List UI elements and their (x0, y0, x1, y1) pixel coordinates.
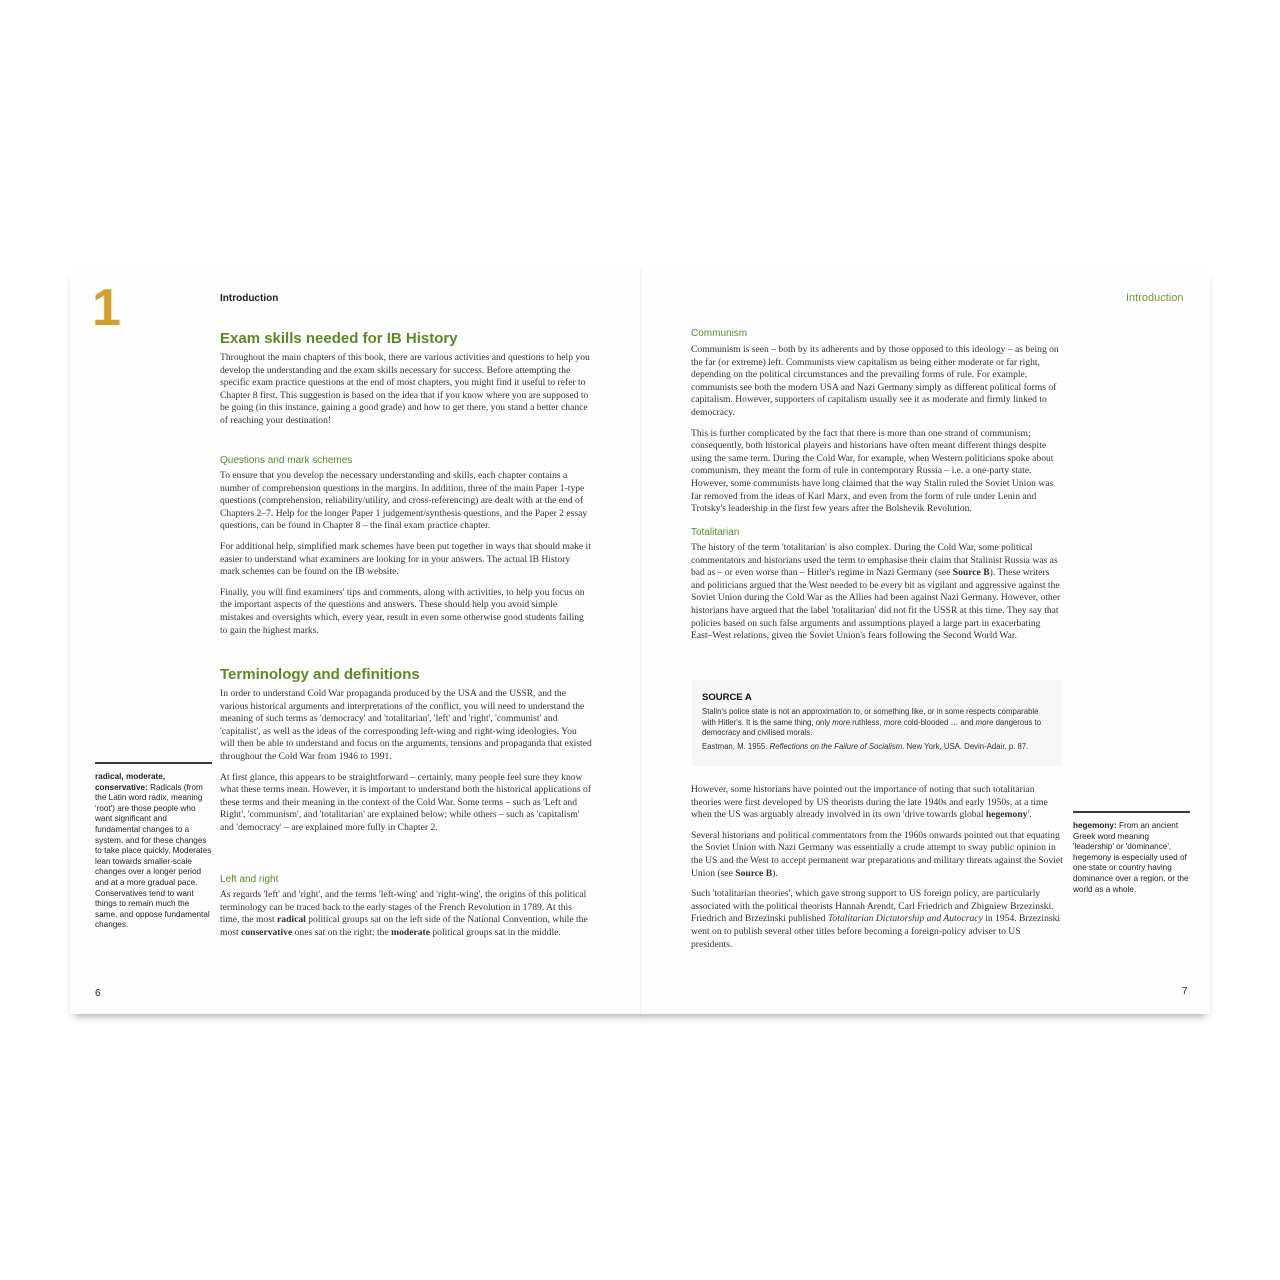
source-a-quote: Stalin's police state is not an approximation to, or something like, or in some respects comparable with Hitler's. It is the same thing, only more ruthless, more cold-blooded … and more dangerous to democracy and civilised morals. (702, 707, 1042, 738)
paragraph-hegemony: However, some historians have pointed out the importance of noting that such totalitarian theories were first developed by US theorists during the late 1940s and early 1950s, at a time when the US was arguably already involved in its own 'drive towards global hegemony'. (691, 784, 1048, 821)
source-a-title: SOURCE A (702, 692, 752, 703)
source-a-box (692, 680, 1062, 766)
sidenote-text: From an ancient Greek word meaning 'leadership' or 'dominance', hegemony is especially used of one state or country having dominance over a region, or the world as a whole. (1073, 821, 1189, 894)
section-left-right (220, 873, 592, 939)
heading-totalitarian: Totalitarian (691, 527, 740, 538)
section-totalitarian (691, 526, 1063, 643)
book-title-totalitarian: Totalitarian Dictatorship and Autocracy (827, 913, 983, 925)
sidenote-term: hegemony: (1073, 821, 1117, 830)
paragraph-communism-1: Communism is seen – both by its adherents and by those opposed to this ideology – as being on the far (or extreme) left. Communists view capitalism as being either moderate or far right, depending on the political circumstances and the prevailing forms of rule. For example, communists see both the modern USA and Nazi Germany simply as different political forms of capitalism. However, supporters of capitalism usually see it as moderate and firmly linked to democracy. (691, 344, 1059, 418)
running-head-left: Introduction (220, 293, 279, 304)
heading-questions: Questions and mark schemes (220, 455, 353, 466)
paragraph-left-right: As regards 'left' and 'right', and the terms 'left-wing' and 'right-wing', the origins of this political terminology can be traced back to the early stages of the French Revolution in 1789. At this time, the most radical political groups sat on the left side of the National Convention, while the most conservative ones sat on the right; the moderate political groups sat in the middle. (220, 889, 588, 938)
chapter-number: 1 (92, 279, 121, 337)
paragraph-terminology-1: In order to understand Cold War propaganda produced by the USA and the USSR, and the various historical arguments and interpretations of the conflict, you will need to understand the meaning of such terms as 'democracy' and 'totalitarian', 'left' and 'right', 'communist' and 'capitalist', as well as the ideas of the corresponding left-wing and right-wing ideologies. You will then be able to understand and focus on the arguments, tensions and propaganda that existed throughout the Cold War from 1946 to 1991. (220, 688, 592, 762)
sidenote-text: Radicals (from the Latin word radix, meaning 'root') are those people who want significant and fundamental changes to a system, and for these changes to take place quickly. Moderates lean towards smaller-scale changes over a longer period and at a more gradual pace. Conservatives tend to want things to remain much the same, and oppose fundamental changes. (95, 782, 212, 930)
book-gutter (640, 268, 642, 1018)
paragraph-questions-3: Finally, you will find examiners' tips and comments, along with activities, to help you focus on the important aspects of the questions and answers. These should help you avoid simple mistakes and oversights which, every year, result in even some otherwise good students failing to gain the highest marks. (220, 586, 585, 636)
paragraph-questions-2: For additional help, simplified mark schemes have been put together in ways that should make it easier to understand what examiners are looking for in your answers. The actual IB History mark schemes can be found on the IB website. (220, 540, 591, 578)
paragraph-questions-1: To ensure that you develop the necessary understanding and skills, each chapter contains a number of comprehension questions in the margins. In addition, three of the main Paper 1-type questions (comprehension, reliability/utility, and cross-referencing) are dealt with at the end of Chapters 2–7. Help for the longer Paper 1 judgement/synthesis questions, and the Paper 2 essay questions, can be found in Chapter 8 – the final exam practice chapter. (220, 470, 588, 532)
paragraph-equating: Several historians and political commentators from the 1960s onwards pointed out that equating the Soviet Union with Nazi Germany was essentially a crude attempt to sway public opinion in the US and the West to accept permanent war preparations and military threats against the Soviet Union (see Source B). (691, 829, 1063, 879)
term-hegemony: hegemony (985, 809, 1028, 821)
heading-left-right: Left and right (220, 874, 279, 885)
page-number-right: 7 (1182, 986, 1188, 997)
term-radical: radical (277, 914, 306, 926)
term-conservative: conservative (241, 926, 293, 938)
paragraph-totalitarian: The history of the term 'totalitarian' is also complex. During the Cold War, some political commentators and historians used the term to emphasise their claim that Stalinist Russia was as bad as – or even worse than – Hitler's regime in Nazi Germany (see Source B). These writers and politicians argued that the West needed to be every bit as vigilant and aggressive against the Soviet Union during the Cold War as the Allies had been against Nazi Germany. However, other historians have argued that the label 'totalitarian' did not fit the USSR at this time. They say that policies based on such false arguments and assumptions played a large part in exacerbating East–West relations, given the Soviet Union's fears following the Second World War. (691, 542, 1061, 642)
source-a-citation: Eastman, M. 1955. Reflections on the Failure of Socialism. New York, USA. Devin-Adair. p. 87. (702, 741, 1029, 751)
heading-exam-skills: Exam skills needed for IB History (220, 330, 458, 347)
heading-terminology: Terminology and definitions (220, 666, 420, 683)
section-communism (691, 327, 1063, 516)
paragraph-terminology-2: At first glance, this appears to be straightforward – certainly, many people feel sure they know what these terms mean. However, it is important to understand both the historical applications of these terms and their meaning in the context of the Cold War. Some terms – such as 'Left and Right', 'communism', and 'totalitarian' are explained below; while others – such as 'capitalism' and 'democracy' – are explained more fully in Chapter 2. (220, 771, 592, 833)
section-after-source (691, 784, 1063, 951)
paragraph-theorists: Such 'totalitarian theories', which gave strong support to US foreign policy, are particularly associated with the political theorists Hannah Arendt, Carl Friedrich and Zbigniew Brzezinski. Friedrich and Brzezinski published Totalitarian Dictatorship and Autocracy in 1954. Brzezinski went on to publish several other titles before becoming a foreign-policy adviser to US presidents. (691, 888, 1061, 950)
term-moderate: moderate (391, 926, 430, 938)
heading-communism: Communism (691, 328, 748, 339)
section-terminology (220, 666, 592, 835)
running-head-right: Introduction (1126, 292, 1184, 304)
page-number-left: 6 (95, 988, 101, 999)
section-questions (220, 454, 592, 637)
sidenote-term: radical, moderate, conservative: (95, 772, 166, 792)
sidenote-radical (95, 762, 212, 931)
source-a-book-title: Reflections on the Failure of Socialism (769, 741, 903, 751)
sidenote-hegemony (1073, 811, 1190, 895)
paragraph-communism-2: This is further complicated by the fact that there is more than one strand of communism; consequently, both historical players and historians have often meant different things despite using the same term. During the Cold War, for example, when Western politicians spoke about communism, they meant the form of rule in contemporary Russia – i.e. a one-party state. However, some communists have long claimed that the way Stalin ruled the Soviet Union was far removed from the ideas of Karl Marx, and even from the form of rule under Lenin and Trotsky's leadership in the first few years after the Bolshevik Revolution. (691, 427, 1054, 515)
section-exam-skills (220, 330, 592, 428)
ref-source-b: Source B (952, 567, 990, 579)
paragraph-exam-skills: Throughout the main chapters of this book, there are various activities and questions to help you develop the understanding and the exam skills necessary for success. Before attempting the specific exam practice questions at the end of most chapters, you might find it useful to refer to Chapter 8 first. This suggestion is based on the idea that if you know where you are supposed to be going (in this instance, gaining a good grade) and how to get there, you stand a better chance of reaching your destination! (220, 352, 590, 426)
